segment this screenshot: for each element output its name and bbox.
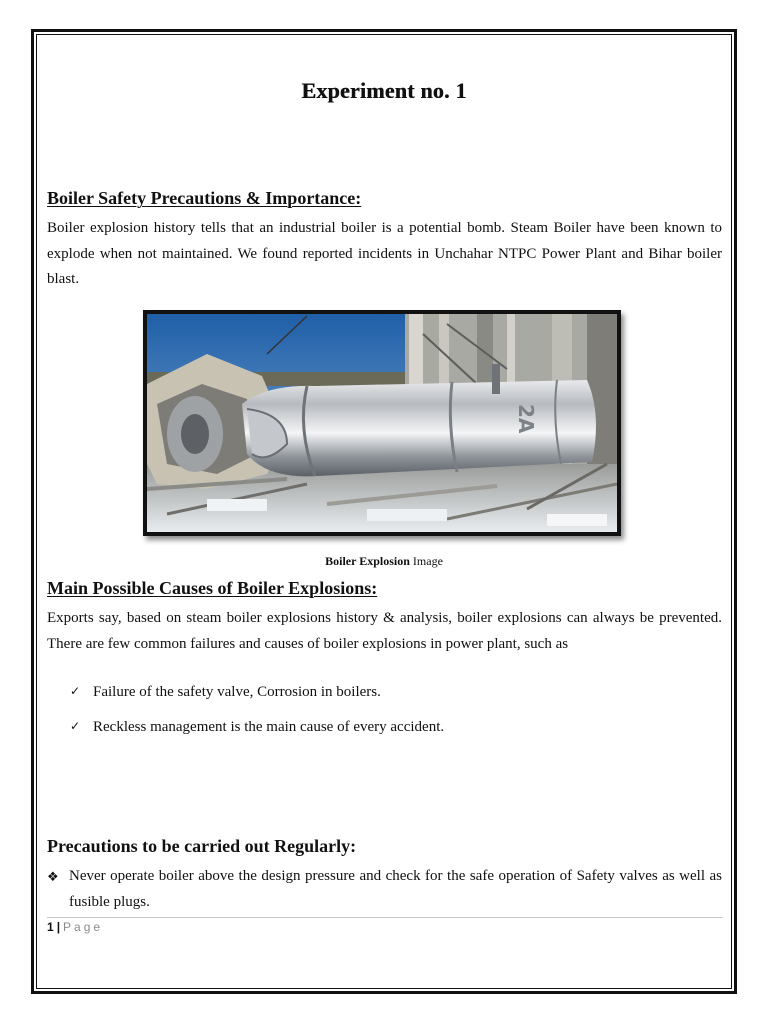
footer-separator: | (56, 920, 61, 934)
checkmark-icon: ✓ (70, 684, 81, 698)
boiler-explosion-photo (147, 314, 617, 532)
figure-caption-bold: Boiler Explosion (325, 554, 410, 568)
section-heading-precautions: Precautions to be carried out Regularly: (47, 836, 357, 856)
list-item-text: Never operate boiler above the design pressure and check for the safe operation of Safety valves as well as fusible plugs. (69, 868, 722, 910)
section-body-causes: Exports say, based on steam boiler explosions history & analysis, boiler explosions can always be prevented. There are few common failures and causes of boiler explosions in power plant, such as (47, 610, 722, 652)
document-title: Experiment no. 1 (301, 78, 467, 103)
cylinder-marking: 2A (514, 404, 538, 434)
page-footer (47, 920, 103, 934)
section-body-safety: Boiler explosion history tells that an industrial boiler is a potential bomb. Steam Boiler have been known to explode when not maintained. We found reported incidents in Unchahar NTPC Power Plant and Bihar boiler blast. (47, 220, 722, 287)
list-item-text: Reckless management is the main cause of every accident. (93, 719, 445, 735)
list-item (47, 864, 722, 915)
page-number: 1 (47, 920, 54, 934)
section-heading-causes: Main Possible Causes of Boiler Explosions: (47, 578, 378, 598)
section-heading-safety: Boiler Safety Precautions & Importance: (47, 188, 362, 208)
page-label: Page (63, 920, 104, 934)
boiler-explosion-figure (143, 310, 621, 536)
boiler-explosion-illustration (147, 314, 617, 532)
list-item-text: Failure of the safety valve, Corrosion in boilers. (93, 684, 381, 700)
footer-divider (47, 917, 723, 918)
diamond-bullet-icon: ❖ (47, 870, 59, 885)
figure-caption-rest: Image (409, 554, 443, 568)
figure-caption (0, 554, 768, 569)
checkmark-icon: ✓ (70, 719, 81, 733)
